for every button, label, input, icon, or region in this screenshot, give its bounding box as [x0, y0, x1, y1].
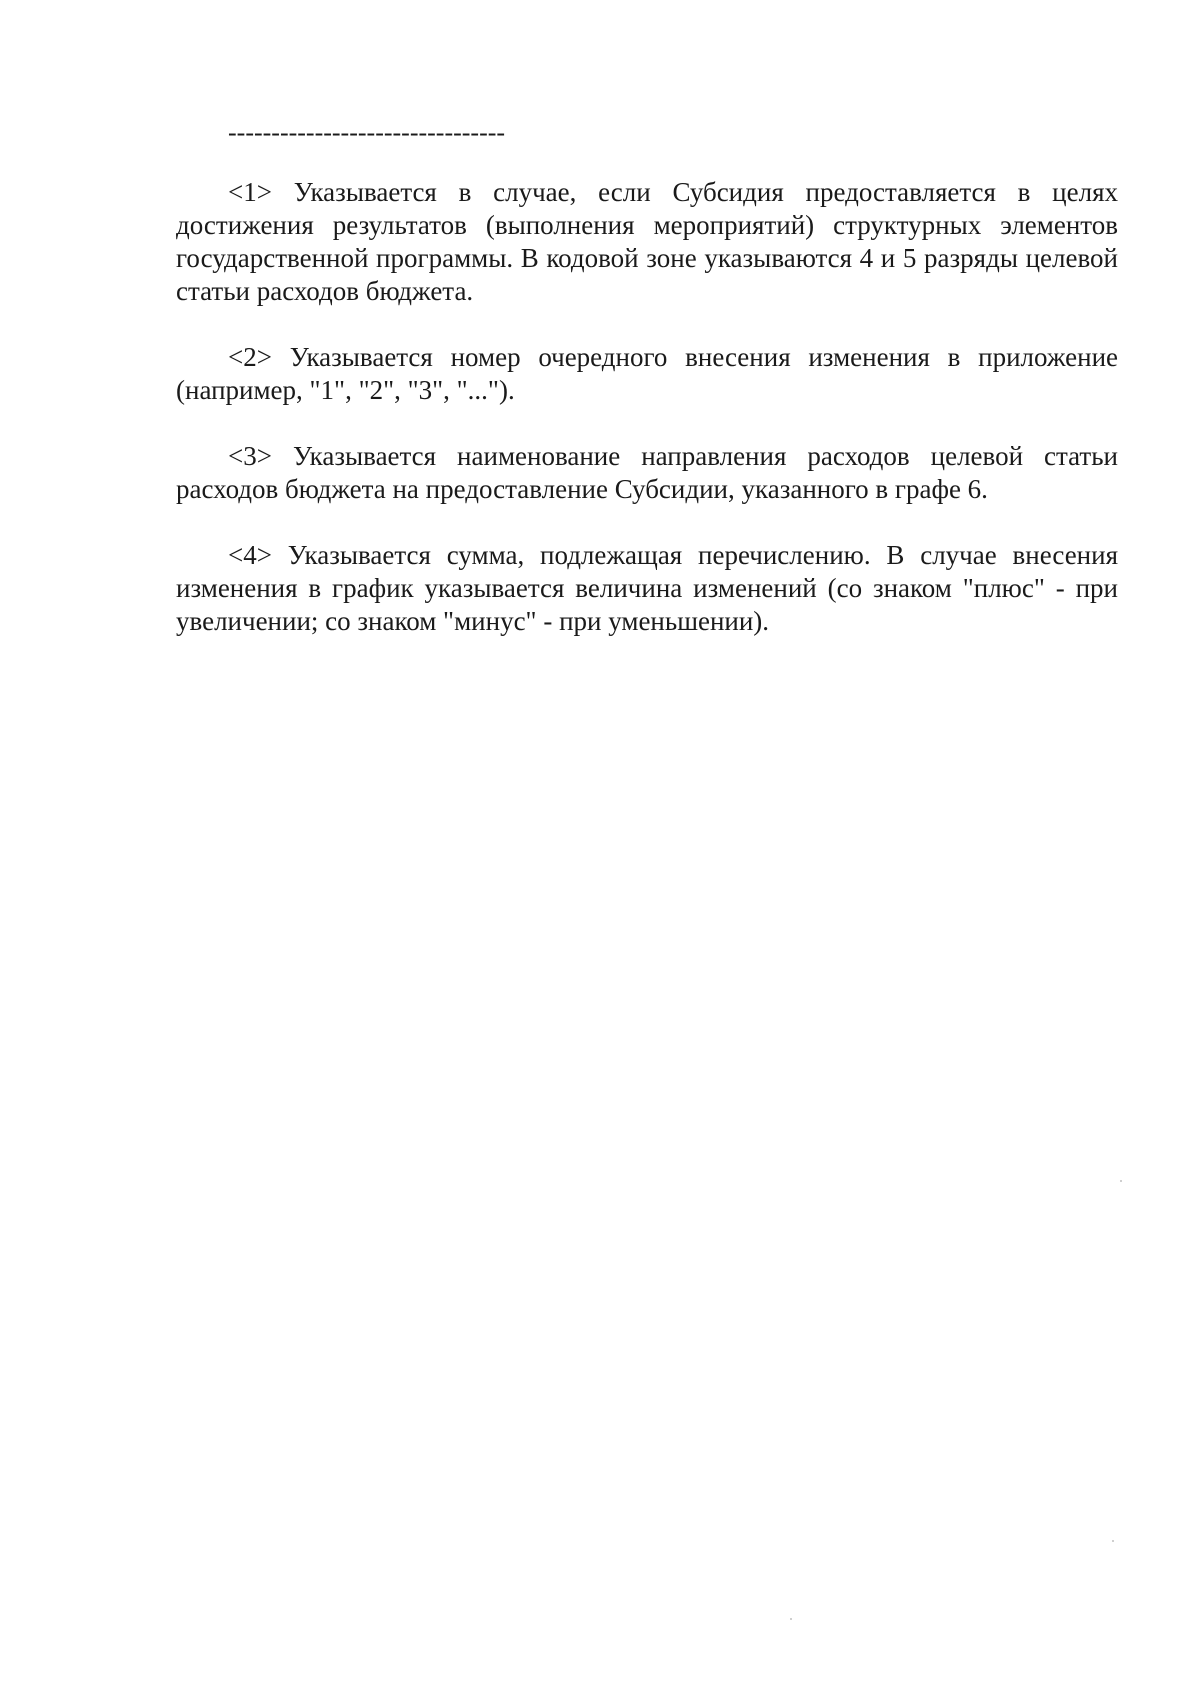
footnote-1: <1> Указывается в случае, если Субсидия предоставляется в целях достижения результатов (выполнения мероприятий) структурных элементов государственной программы. В кодовой зоне указываются 4 и 5 разряды целевой статьи расходов бюджета.	[176, 177, 1118, 306]
scan-speck	[790, 1618, 792, 1620]
footnote-4: <4> Указывается сумма, подлежащая перечислению. В случае внесения изменения в график указывается величина изменений (со знаком "плюс" - при увеличении; со знаком "минус" - при уменьшении).	[176, 540, 1118, 636]
footnote-separator: --------------------------------	[228, 118, 506, 147]
scan-speck	[1112, 1540, 1114, 1542]
footnote-2: <2> Указывается номер очередного внесения изменения в приложение (например, "1", "2", "3", "...").	[176, 342, 1118, 405]
footnote-3: <3> Указывается наименование направления расходов целевой статьи расходов бюджета на предоставление Субсидии, указанного в графе 6.	[176, 441, 1118, 504]
footnotes-list	[176, 176, 1118, 671]
scan-speck	[1120, 1180, 1122, 1182]
